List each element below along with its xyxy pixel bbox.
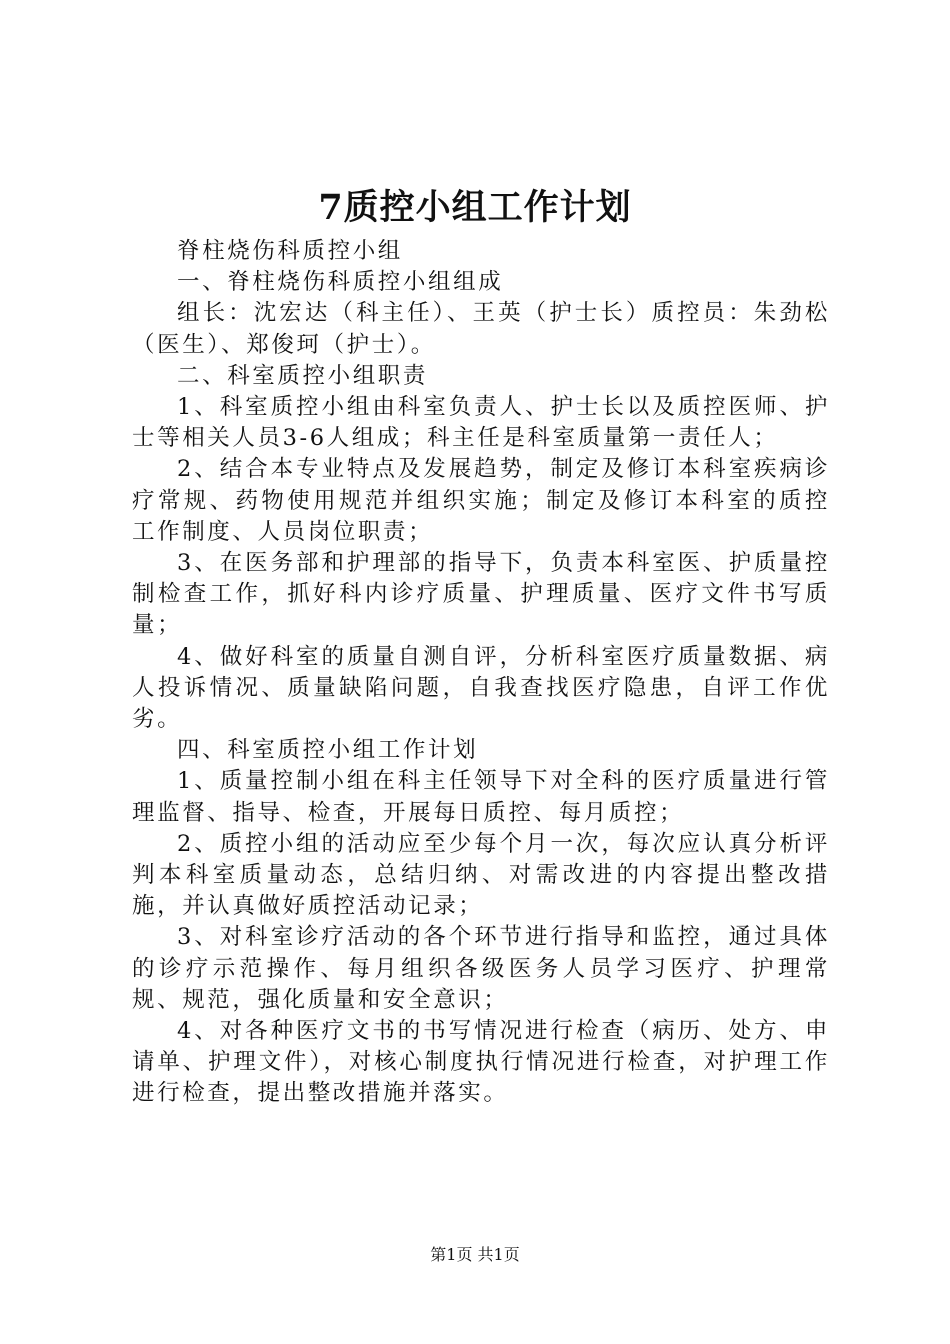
page-footer: 第1页 共1页 xyxy=(430,1245,520,1264)
list-item: 4、做好科室的质量自测自评，分析科室医疗质量数据、病人投诉情况、质量缺陷问题，自我查找医疗隐患，自评工作优劣。 xyxy=(132,643,830,733)
list-item: 1、质量控制小组在科主任领导下对全科的医疗质量进行管理监督、指导、检查，开展每日质控、每月质控； xyxy=(132,768,830,826)
list-item: 2、质控小组的活动应至少每个月一次，每次应认真分析评判本科室质量动态，总结归纳、对需改进的内容提出整改措施，并认真做好质控活动记录； xyxy=(132,830,830,920)
section-heading: 四、科室质控小组工作计划 xyxy=(177,737,479,764)
list-item: 3、在医务部和护理部的指导下，负责本科室医、护质量控制检查工作，抓好科内诊疗质量、护理质量、医疗文件书写质量； xyxy=(132,550,830,639)
document-title: 7质控小组工作计划 xyxy=(318,187,632,228)
section-heading: 二、科室质控小组职责 xyxy=(177,362,429,389)
paragraph: 组长：沈宏达（科主任）、王英（护士长）质控员：朱劲松（医生）、郑俊珂（护士）。 xyxy=(132,300,830,358)
list-item: 4、对各种医疗文书的书写情况进行检查（病历、处方、申请单、护理文件），对核心制度执行情况进行检查，对护理工作进行检查，提出整改措施并落实。 xyxy=(132,1018,830,1107)
list-item: 1、科室质控小组由科室负责人、护士长以及质控医师、护士等相关人员3-6人组成；科主任是科室质量第一责任人； xyxy=(132,394,830,452)
list-item: 3、对科室诊疗活动的各个环节进行指导和监控，通过具体的诊疗示范操作、每月组织各级医务人员学习医疗、护理常规、规范，强化质量和安全意识； xyxy=(132,924,830,1013)
section-heading: 脊柱烧伤科质控小组 xyxy=(177,238,403,264)
list-item: 2、结合本专业特点及发展趋势，制定及修订本科室疾病诊疗常规、药物使用规范并组织实施；制定及修订本科室的质控工作制度、人员岗位职责； xyxy=(132,456,830,545)
section-heading: 一、脊柱烧伤科质控小组组成 xyxy=(177,269,504,296)
document-body xyxy=(132,236,830,1110)
